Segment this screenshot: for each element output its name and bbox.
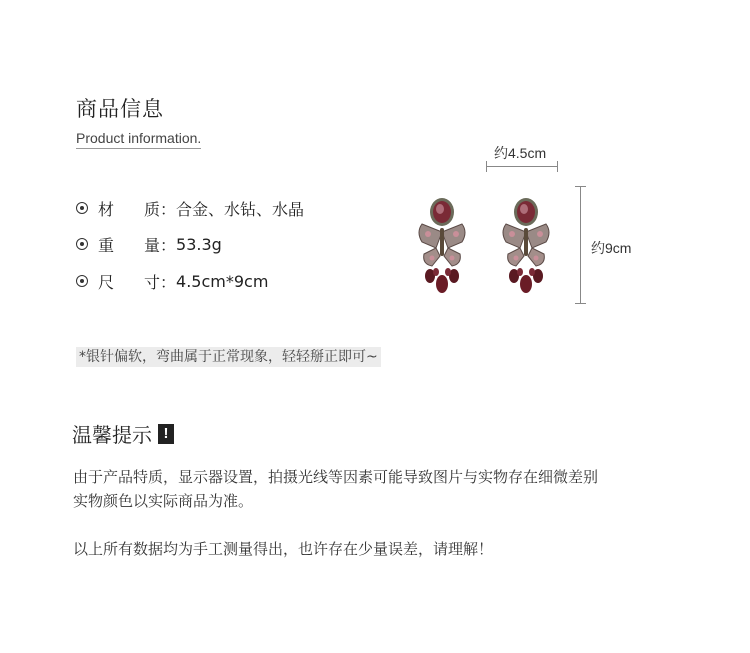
tips-title: 温馨提示 [72, 423, 152, 447]
width-dimension-label: 约4.5cm [494, 145, 547, 161]
height-dimension-line [580, 186, 581, 304]
tips-line: 由于产品特质，显示器设置，拍摄光线等因素可能导致图片与实物存在细微差别 [73, 468, 599, 486]
spec-label-b: 寸： [144, 272, 177, 292]
spec-label-a: 尺 [98, 272, 115, 292]
right-earring [503, 198, 549, 293]
tips-line: 实物颜色以实际商品为准。 [73, 492, 254, 510]
height-dimension-tick [575, 186, 586, 187]
radio-bullet-icon [76, 275, 88, 287]
tips-paragraph-2: 以上所有数据均为手工测量得出，也许存在少量误差，请理解！ [73, 540, 494, 558]
spec-value: 合金、水钻、水晶 [176, 199, 305, 219]
spec-label-b: 量： [144, 235, 177, 255]
width-dimension-tick [557, 161, 558, 172]
spec-label-a: 材 [98, 199, 115, 219]
exclamation-icon: ! [158, 424, 174, 444]
radio-bullet-icon [76, 202, 88, 214]
spec-value: 53.3g [176, 234, 222, 254]
left-earring [419, 198, 465, 293]
width-dimension-tick [486, 161, 487, 172]
care-note: *银针偏软，弯曲属于正常现象，轻轻掰正即可~ [76, 347, 381, 367]
width-dimension-line [486, 166, 558, 167]
spec-label-b: 质： [144, 199, 177, 219]
spec-row-size [76, 269, 268, 293]
section-title: 商品信息 [76, 97, 164, 121]
spec-value: 4.5cm*9cm [176, 271, 269, 291]
radio-bullet-icon [76, 238, 88, 250]
tips-heading [72, 419, 174, 448]
section-subtitle: Product information. [76, 130, 201, 149]
spec-row-material [76, 196, 304, 220]
spec-row-weight [76, 232, 222, 256]
height-dimension-tick [575, 303, 586, 304]
earrings-image [406, 190, 566, 300]
height-dimension-label: 约9cm [591, 240, 632, 256]
tips-paragraph-1 [73, 465, 598, 513]
spec-label-a: 重 [98, 235, 115, 255]
